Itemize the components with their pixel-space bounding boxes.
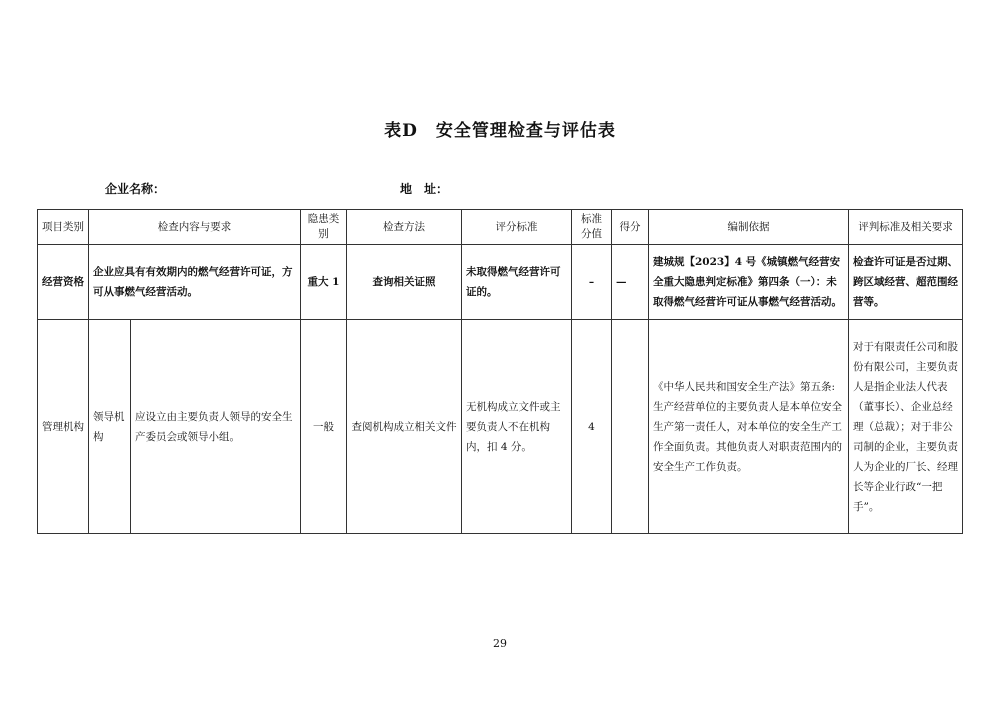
header-cell: 标准分值 — [572, 210, 612, 245]
score-cell: — — [612, 245, 649, 320]
page-title: 表D 安全管理检查与评估表 — [384, 121, 616, 141]
table-row — [38, 320, 963, 534]
inspection-table — [37, 209, 963, 534]
page-number: 29 — [493, 637, 507, 650]
header-cell: 检查内容与要求 — [89, 210, 301, 245]
basis-cell: 建城规【2023】4 号《城镇燃气经营安全重大隐患判定标准》第四条（一）：未取得燃气经营许可证从事燃气经营活动。 — [649, 245, 849, 320]
hazard-cell: 一般 — [301, 320, 347, 534]
header-cell: 隐患类别 — [301, 210, 347, 245]
score-std-cell: 4 — [572, 320, 612, 534]
score-cell — [612, 320, 649, 534]
table-header-row — [38, 210, 963, 245]
address-label: 地 址： — [400, 182, 449, 196]
company-name-label: 企业名称： — [105, 182, 166, 196]
scoring-cell: 未取得燃气经营许可证的。 — [462, 245, 572, 320]
content-cell: 企业应具有有效期内的燃气经营许可证，方可从事燃气经营活动。 — [89, 245, 301, 320]
criteria-cell: 对于有限责任公司和股份有限公司，主要负责人是指企业法人代表（董事长）、企业总经理（总裁）；对于非公司制的企业，主要负责人为企业的厂长、经理长等企业行政“一把手”。 — [849, 320, 963, 534]
header-cell: 得分 — [612, 210, 649, 245]
subcategory-cell: 领导机构 — [89, 320, 131, 534]
header-cell: 编制依据 — [649, 210, 849, 245]
category-cell: 经营资格 — [38, 245, 89, 320]
header-cell: 检查方法 — [347, 210, 462, 245]
scoring-cell: 无机构成立文件或主要负责人不在机构内，扣 4 分。 — [462, 320, 572, 534]
basis-cell: 《中华人民共和国安全生产法》第五条:生产经营单位的主要负责人是本单位安全生产第一责任人，对本单位的安全生产工作全面负责。其他负责人对职责范围内的安全生产工作负责。 — [649, 320, 849, 534]
method-cell: 查阅机构成立相关文件 — [347, 320, 462, 534]
table-row — [38, 245, 963, 320]
header-cell: 评分标准 — [462, 210, 572, 245]
category-cell: 管理机构 — [38, 320, 89, 534]
content-cell: 应设立由主要负责人领导的安全生产委员会或领导小组。 — [131, 320, 301, 534]
method-cell: 查询相关证照 — [347, 245, 462, 320]
header-cell: 项目类别 — [38, 210, 89, 245]
score-std-cell: – — [572, 245, 612, 320]
hazard-cell: 重大 1 — [301, 245, 347, 320]
header-cell: 评判标准及相关要求 — [849, 210, 963, 245]
criteria-cell: 检查许可证是否过期、跨区域经营、超范围经营等。 — [849, 245, 963, 320]
